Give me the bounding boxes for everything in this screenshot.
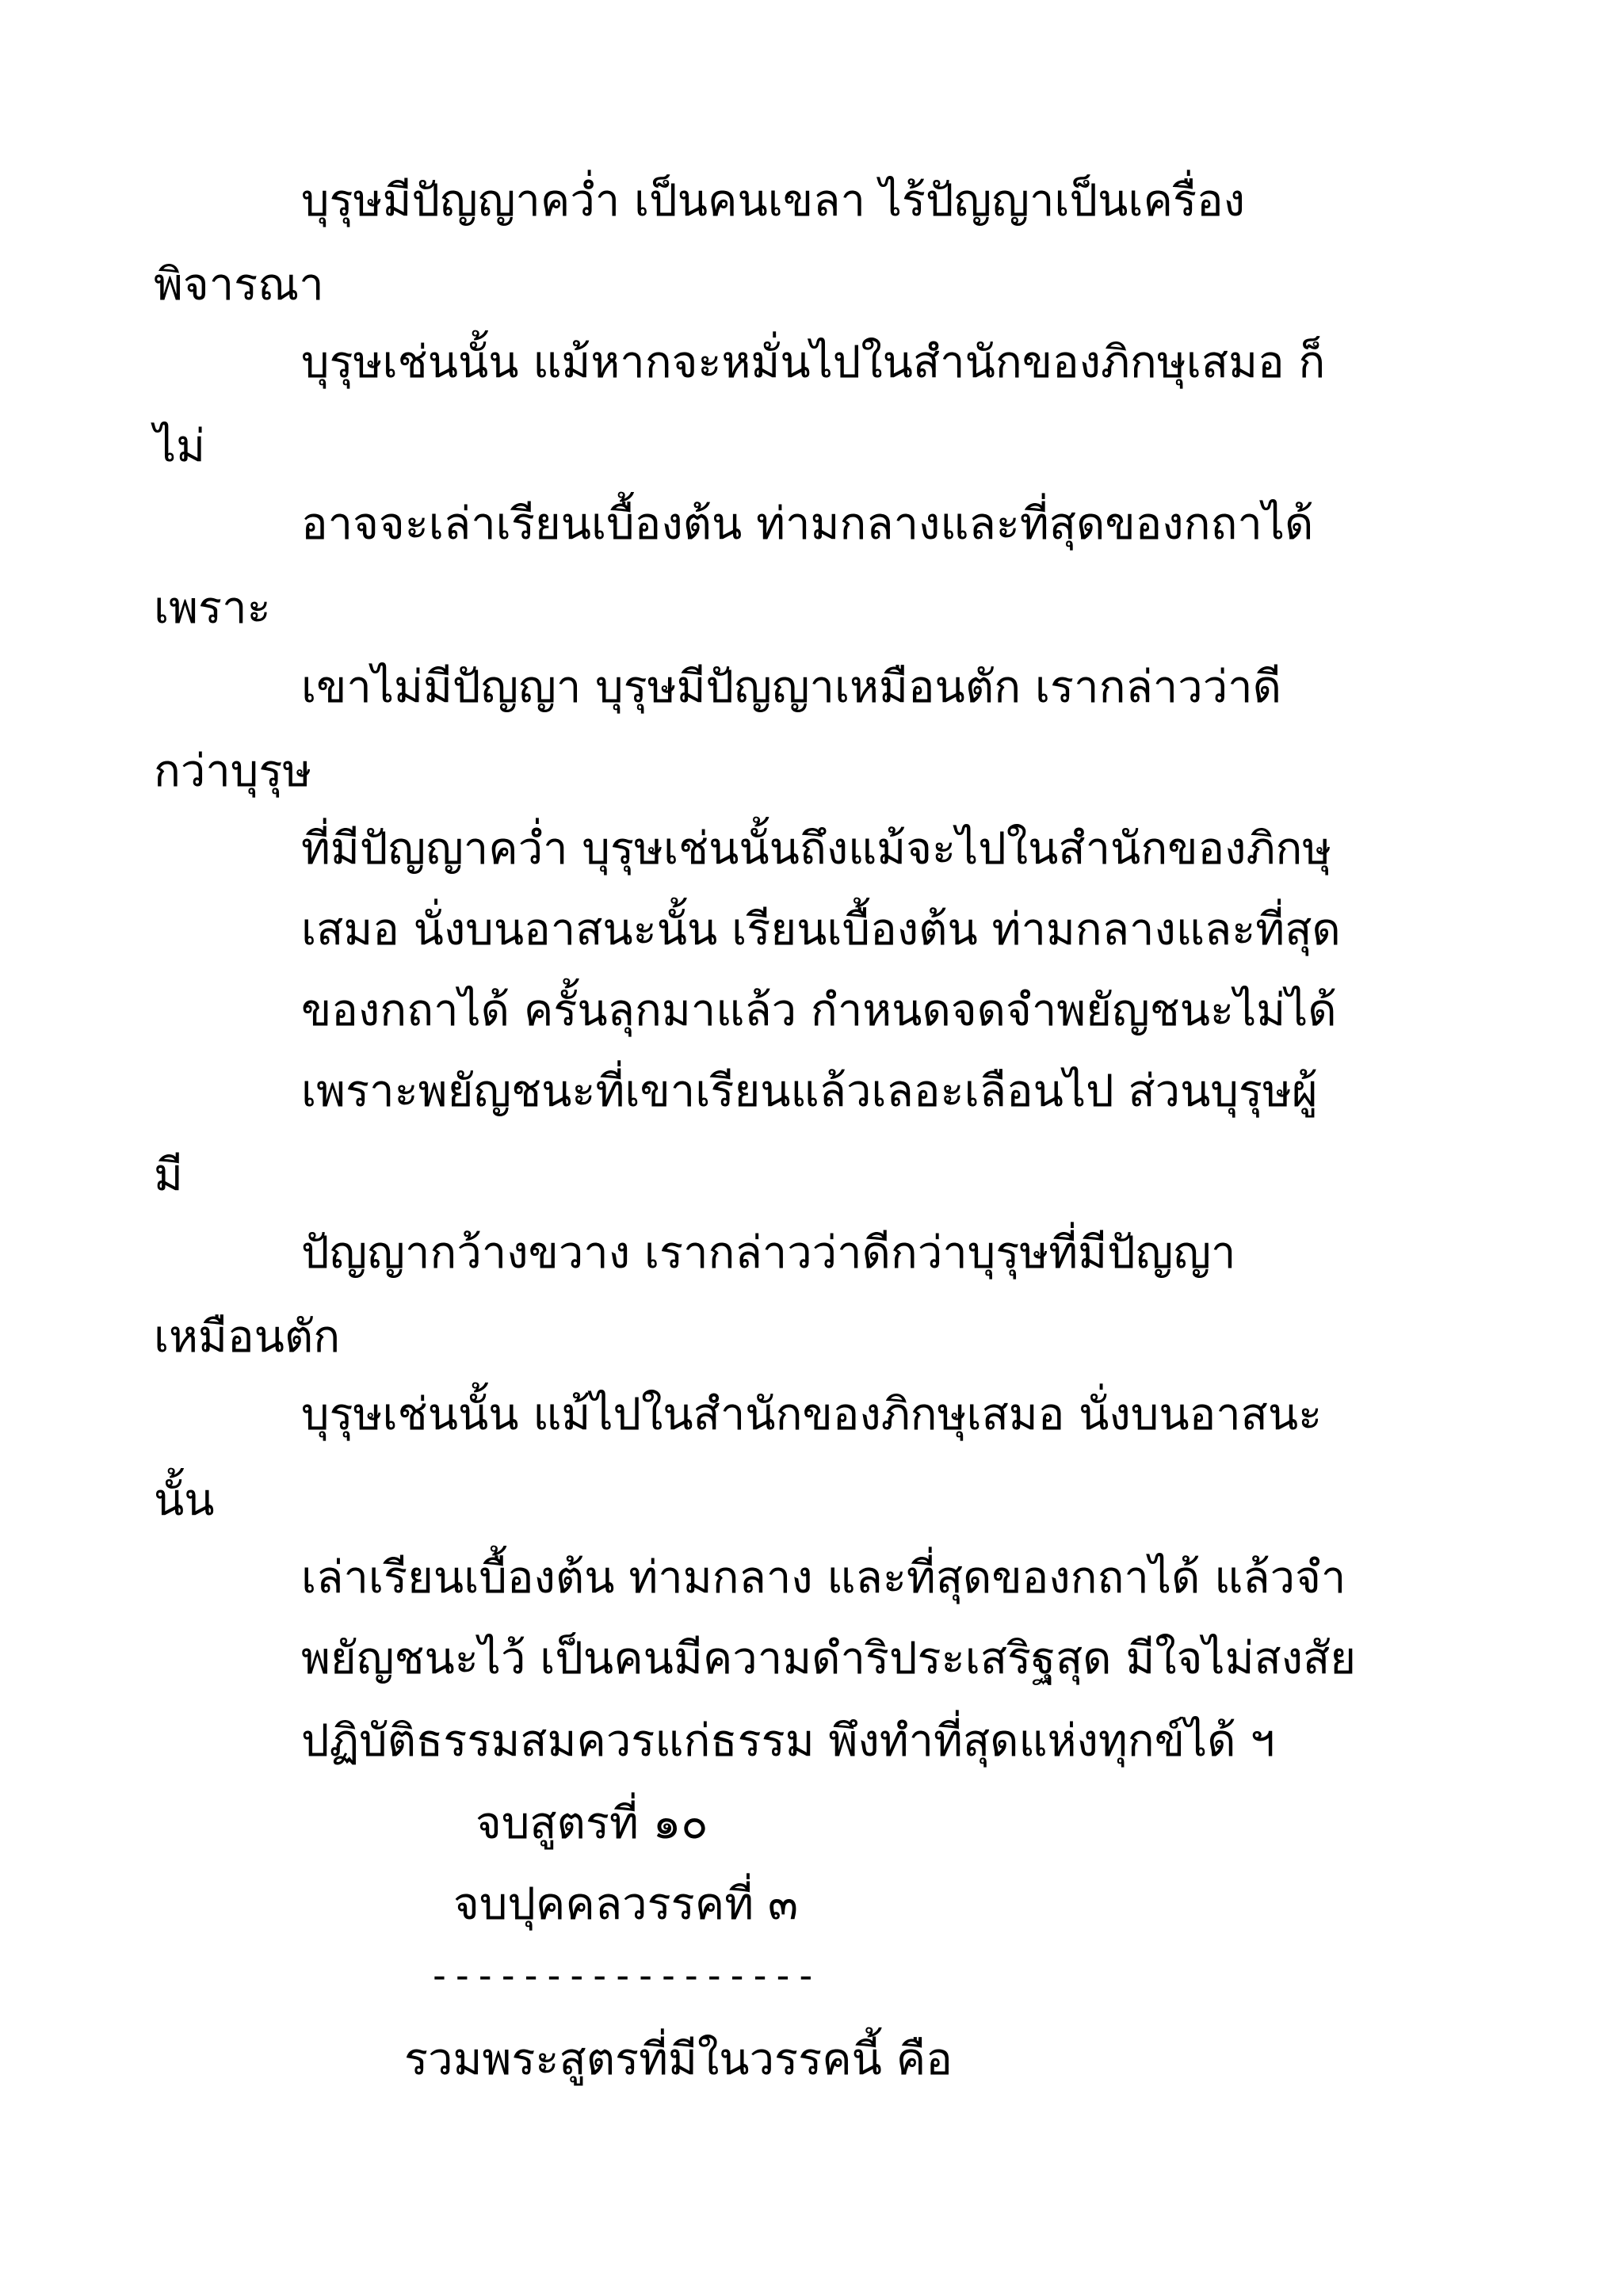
text-line: พิจารณา — [154, 259, 324, 311]
text-line: เขาไม่มีปัญญา บุรุษมีปัญญาเหมือนตัก เรากล่าวว่าดี — [301, 662, 1281, 713]
text-line: พยัญชนะไว้ เป็นคนมีความดำริประเสริฐสุด มีใจไม่สงสัย — [301, 1633, 1357, 1684]
text-line: นั้น — [154, 1474, 215, 1526]
text-line: ไม่ — [154, 421, 206, 472]
text-line: กว่าบุรุษ — [154, 746, 312, 797]
vagga-end-heading: จบปุคคลวรรคที่ ๓ — [453, 1878, 799, 1930]
text-line: ที่มีปัญญาคว่ำ บุรุษเช่นนั้นถึงแม้จะไปในสำนักของภิกษุ — [301, 823, 1332, 875]
divider-dashes: ----------------- — [428, 1954, 818, 1998]
text-line: อาจจะเล่าเรียนเบื้องต้น ท่ามกลางและที่สุดของกถาได้ — [301, 498, 1314, 550]
text-line: บุรุษเช่นนั้น แม้หากจะหมั่นไปในสำนักของภิกษุเสมอ ก็ — [301, 337, 1326, 388]
text-line: บุรุษมีปัญญาคว่ำ เป็นคนเขลา ไร้ปัญญาเป็นเครื่อง — [301, 175, 1246, 227]
text-line: เพราะพยัญชนะที่เขาเรียนแล้วเลอะเลือนไป ส่วนบุรุษผู้ — [301, 1066, 1318, 1117]
text-line: เหมือนตัก — [154, 1311, 341, 1363]
text-line: เสมอ นั่งบนอาสนะนั้น เรียนเบื้องต้น ท่ามกลางและที่สุด — [301, 904, 1341, 955]
sutta-end-heading: จบสูตรที่ ๑๐ — [475, 1798, 708, 1849]
summary-heading: รวมพระสูตรที่มีในวรรคนี้ คือ — [404, 2034, 953, 2085]
text-line: ปัญญากว้างขวาง เรากล่าวว่าดีกว่าบุรุษที่มีปัญญา — [301, 1227, 1236, 1279]
text-line: เล่าเรียนเบื้องต้น ท่ามกลาง และที่สุดของกถาได้ แล้วจำ — [301, 1552, 1346, 1604]
text-line: เพราะ — [154, 582, 271, 634]
text-line: ปฏิบัติธรรมสมควรแก่ธรรม พึงทำที่สุดแห่งทุกข์ได้ ฯ — [301, 1715, 1275, 1767]
text-line: บุรุษเช่นนั้น แม้ไปในสำนักของภิกษุเสมอ นั่งบนอาสนะ — [301, 1389, 1323, 1440]
text-line: ของกถาได้ ครั้นลุกมาแล้ว กำหนดจดจำพยัญชนะไม่ได้ — [301, 985, 1337, 1036]
text-line: มี — [154, 1150, 183, 1201]
